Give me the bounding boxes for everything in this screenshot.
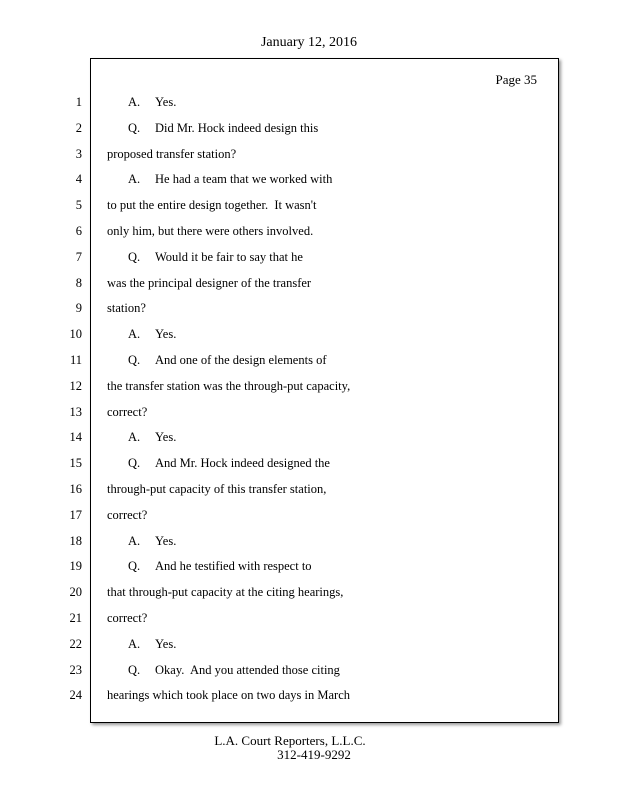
line-text: correct? bbox=[107, 610, 148, 625]
speaker-label: A. bbox=[128, 430, 141, 445]
line-number: 12 bbox=[69, 378, 82, 393]
transcript-line bbox=[107, 350, 547, 376]
transcript-date: January 12, 2016 bbox=[260, 35, 358, 50]
speaker-label: A. bbox=[128, 327, 141, 342]
line-number-column bbox=[60, 92, 82, 711]
court-reporter-name: L.A. Court Reporters, L.L.C. bbox=[214, 733, 366, 748]
line-number: 6 bbox=[75, 223, 82, 238]
line-number: 13 bbox=[69, 404, 82, 419]
line-text: hearings which took place on two days in March bbox=[107, 688, 350, 703]
line-number: 15 bbox=[69, 456, 82, 471]
transcript-line bbox=[107, 273, 547, 299]
line-text: through-put capacity of this transfer station, bbox=[107, 481, 327, 496]
line-text: was the principal designer of the transfer bbox=[107, 275, 312, 290]
line-text: Okay. And you attended those citing bbox=[155, 662, 340, 677]
line-number: 18 bbox=[69, 533, 82, 548]
line-number: 9 bbox=[75, 301, 82, 316]
line-number: 10 bbox=[69, 327, 82, 342]
transcript-line bbox=[107, 479, 547, 505]
transcript-line bbox=[107, 531, 547, 557]
speaker-label: Q. bbox=[128, 249, 141, 264]
line-text: And Mr. Hock indeed designed the bbox=[155, 456, 330, 471]
line-text: Yes. bbox=[155, 95, 177, 109]
transcript-line bbox=[107, 376, 547, 402]
line-text: Yes. bbox=[155, 533, 177, 548]
line-text: Yes. bbox=[155, 636, 177, 651]
transcript-line bbox=[107, 247, 547, 273]
transcript-line bbox=[107, 608, 547, 634]
transcript-line bbox=[107, 402, 547, 428]
transcript-line bbox=[107, 556, 547, 582]
speaker-label: Q. bbox=[128, 662, 141, 677]
transcript-line bbox=[107, 118, 547, 144]
line-number: 21 bbox=[69, 610, 82, 625]
page-number: Page 35 bbox=[495, 72, 537, 87]
transcript-line bbox=[107, 582, 547, 608]
line-text: to put the entire design together. It wasn't bbox=[107, 198, 317, 213]
transcript-line bbox=[107, 685, 547, 711]
line-text: He had a team that we worked with bbox=[155, 172, 333, 187]
line-number: 1 bbox=[75, 95, 82, 109]
transcript-line bbox=[107, 324, 547, 350]
transcript-line bbox=[107, 144, 547, 170]
line-number: 16 bbox=[69, 481, 82, 496]
transcript-line bbox=[107, 634, 547, 660]
transcript-line bbox=[107, 92, 547, 118]
line-text: proposed transfer station? bbox=[107, 146, 237, 161]
speaker-label: A. bbox=[128, 172, 141, 187]
speaker-label: Q. bbox=[128, 120, 141, 135]
line-text: the transfer station was the through-put capacity, bbox=[107, 378, 351, 393]
transcript-line bbox=[107, 221, 547, 247]
line-number: 4 bbox=[75, 172, 82, 187]
line-number: 3 bbox=[75, 146, 82, 161]
transcript-line bbox=[107, 195, 547, 221]
line-number: 20 bbox=[69, 585, 82, 600]
line-text: Yes. bbox=[155, 327, 177, 342]
line-number: 19 bbox=[69, 559, 82, 574]
line-number: 8 bbox=[75, 275, 82, 290]
line-text: station? bbox=[107, 301, 146, 316]
line-text: that through-put capacity at the citing hearings, bbox=[107, 585, 344, 600]
line-text: only him, but there were others involved. bbox=[107, 223, 314, 238]
line-text: And one of the design elements of bbox=[155, 352, 327, 367]
line-number: 2 bbox=[75, 120, 82, 135]
speaker-label: Q. bbox=[128, 352, 141, 367]
line-text: And he testified with respect to bbox=[155, 559, 312, 574]
line-text: Yes. bbox=[155, 430, 177, 445]
line-number: 14 bbox=[69, 430, 82, 445]
speaker-label: A. bbox=[128, 533, 141, 548]
line-number: 23 bbox=[69, 662, 82, 677]
court-reporter-phone: 312-419-9292 bbox=[277, 747, 351, 762]
transcript-line bbox=[107, 453, 547, 479]
line-number: 5 bbox=[75, 198, 82, 213]
line-number: 11 bbox=[69, 352, 82, 367]
transcript-text-column bbox=[107, 92, 547, 711]
line-text: correct? bbox=[107, 404, 148, 419]
transcript-line bbox=[107, 169, 547, 195]
line-number: 7 bbox=[75, 249, 82, 264]
line-text: correct? bbox=[107, 507, 148, 522]
transcript-line bbox=[107, 505, 547, 531]
line-number: 22 bbox=[69, 636, 82, 651]
line-number: 24 bbox=[69, 688, 82, 703]
speaker-label: Q. bbox=[128, 456, 141, 471]
speaker-label: A. bbox=[128, 636, 141, 651]
line-text: Would it be fair to say that he bbox=[155, 249, 303, 264]
line-text: Did Mr. Hock indeed design this bbox=[155, 120, 319, 135]
transcript-line bbox=[107, 427, 547, 453]
speaker-label: Q. bbox=[128, 559, 141, 574]
transcript-line bbox=[107, 660, 547, 686]
speaker-label: A. bbox=[128, 95, 141, 109]
line-number: 17 bbox=[69, 507, 82, 522]
transcript-line bbox=[107, 298, 547, 324]
